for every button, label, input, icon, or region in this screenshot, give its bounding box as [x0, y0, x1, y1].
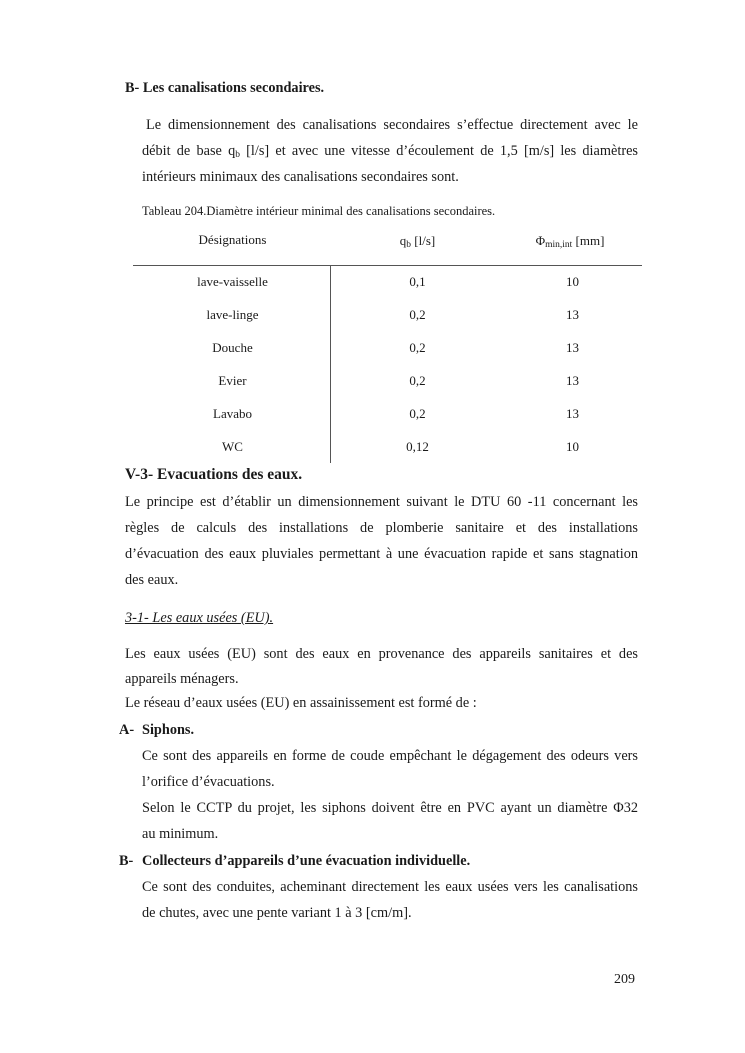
- eu-line-1: Les eaux usées (EU) sont des eaux en provenance des appareils sanitaires et des: [125, 646, 638, 662]
- siphons-line-1: Ce sont des appareils en forme de coude empêchant le dégagement des odeurs vers: [142, 748, 638, 764]
- table-caption: Tableau 204.Diamètre intérieur minimal des canalisations secondaires.: [142, 204, 496, 218]
- collecteurs-title: Collecteurs d’appareils d’une évacuation individuelle.: [142, 853, 471, 869]
- table-row-qb: 0,2: [409, 307, 426, 322]
- intro-line-3: intérieurs minimaux des canalisations secondaires sont.: [142, 169, 459, 185]
- table-row-phi: 13: [566, 373, 579, 388]
- table-row-qb: 0,2: [409, 373, 426, 388]
- collecteurs-line-1: Ce sont des conduites, acheminant directement les eaux usées vers les canalisations: [142, 879, 638, 895]
- section-v3-title: V-3- Evacuations des eaux.: [125, 466, 303, 483]
- section-b-title: B- Les canalisations secondaires.: [125, 80, 325, 96]
- header-qb-sub: b: [406, 240, 412, 250]
- table-row-qb: 0,1: [409, 274, 426, 289]
- eu-line-2: appareils ménagers.: [125, 671, 239, 687]
- table-row-name: WC: [222, 439, 243, 454]
- header-qb: [360, 233, 475, 250]
- header-phi-symbol: Φ: [535, 233, 546, 248]
- table-row-name: Evier: [218, 373, 247, 388]
- v3-line-3: d’évacuation des eaux pluviales permettant à une évacuation rapide et sans stagnation: [125, 546, 638, 562]
- header-qb-unit: [l/s]: [411, 233, 436, 248]
- header-phi-unit: [mm]: [572, 233, 605, 248]
- header-qb-symbol: q: [399, 233, 407, 248]
- table-column-rule: [330, 265, 331, 463]
- eu-section-title: 3-1- Les eaux usées (EU).: [125, 610, 274, 626]
- v3-line-1: Le principe est d’établir un dimensionnement suivant le DTU 60 -11 concernant les: [125, 494, 638, 510]
- table-row-phi: 13: [566, 340, 579, 355]
- qb-subscript: b: [235, 150, 240, 160]
- table-row-phi: 13: [566, 307, 579, 322]
- intro-line-2: [142, 143, 638, 160]
- table-row-phi: 13: [566, 406, 579, 421]
- collecteurs-line-2: de chutes, avec une pente variant 1 à 3 [cm/m].: [142, 905, 412, 921]
- eu-line-3: Le réseau d’eaux usées (EU) en assainissement est formé de :: [125, 695, 477, 711]
- header-phi-sub: min,int: [545, 240, 573, 250]
- intro-line-2-a: débit de base q: [142, 143, 236, 159]
- siphons-line-2: l’orifice d’évacuations.: [142, 774, 275, 790]
- table-row-name: Lavabo: [213, 406, 252, 421]
- siphons-line-4: au minimum.: [142, 826, 219, 842]
- table-header-rule: [133, 265, 642, 266]
- header-designation: Désignations: [198, 232, 267, 247]
- intro-line-2-b: [l/s] et avec une vitesse d’écoulement de 1,5 [m/s] les diamètres: [239, 143, 638, 159]
- table-row-name: lave-linge: [206, 307, 259, 322]
- header-phi: [500, 233, 640, 250]
- table-row-qb: 0,2: [409, 340, 426, 355]
- table-row-phi: 10: [566, 274, 579, 289]
- siphons-label: A-: [119, 722, 135, 738]
- v3-line-2: règles de calculs des installations de plomberie sanitaire et des installations: [125, 520, 638, 536]
- table-row-phi: 10: [566, 439, 579, 454]
- collecteurs-label: B-: [119, 853, 134, 869]
- page-number: 209: [614, 972, 635, 987]
- siphons-title: Siphons.: [142, 722, 195, 738]
- table-row-name: lave-vaisselle: [197, 274, 268, 289]
- siphons-line-3: Selon le CCTP du projet, les siphons doivent être en PVC ayant un diamètre Φ32: [142, 800, 638, 816]
- table-row-qb: 0,2: [409, 406, 426, 421]
- table-row-qb: 0,12: [406, 439, 429, 454]
- table-row-name: Douche: [212, 340, 253, 355]
- intro-line-1: Le dimensionnement des canalisations secondaires s’effectue directement avec le: [146, 117, 638, 133]
- v3-line-4: des eaux.: [125, 572, 179, 588]
